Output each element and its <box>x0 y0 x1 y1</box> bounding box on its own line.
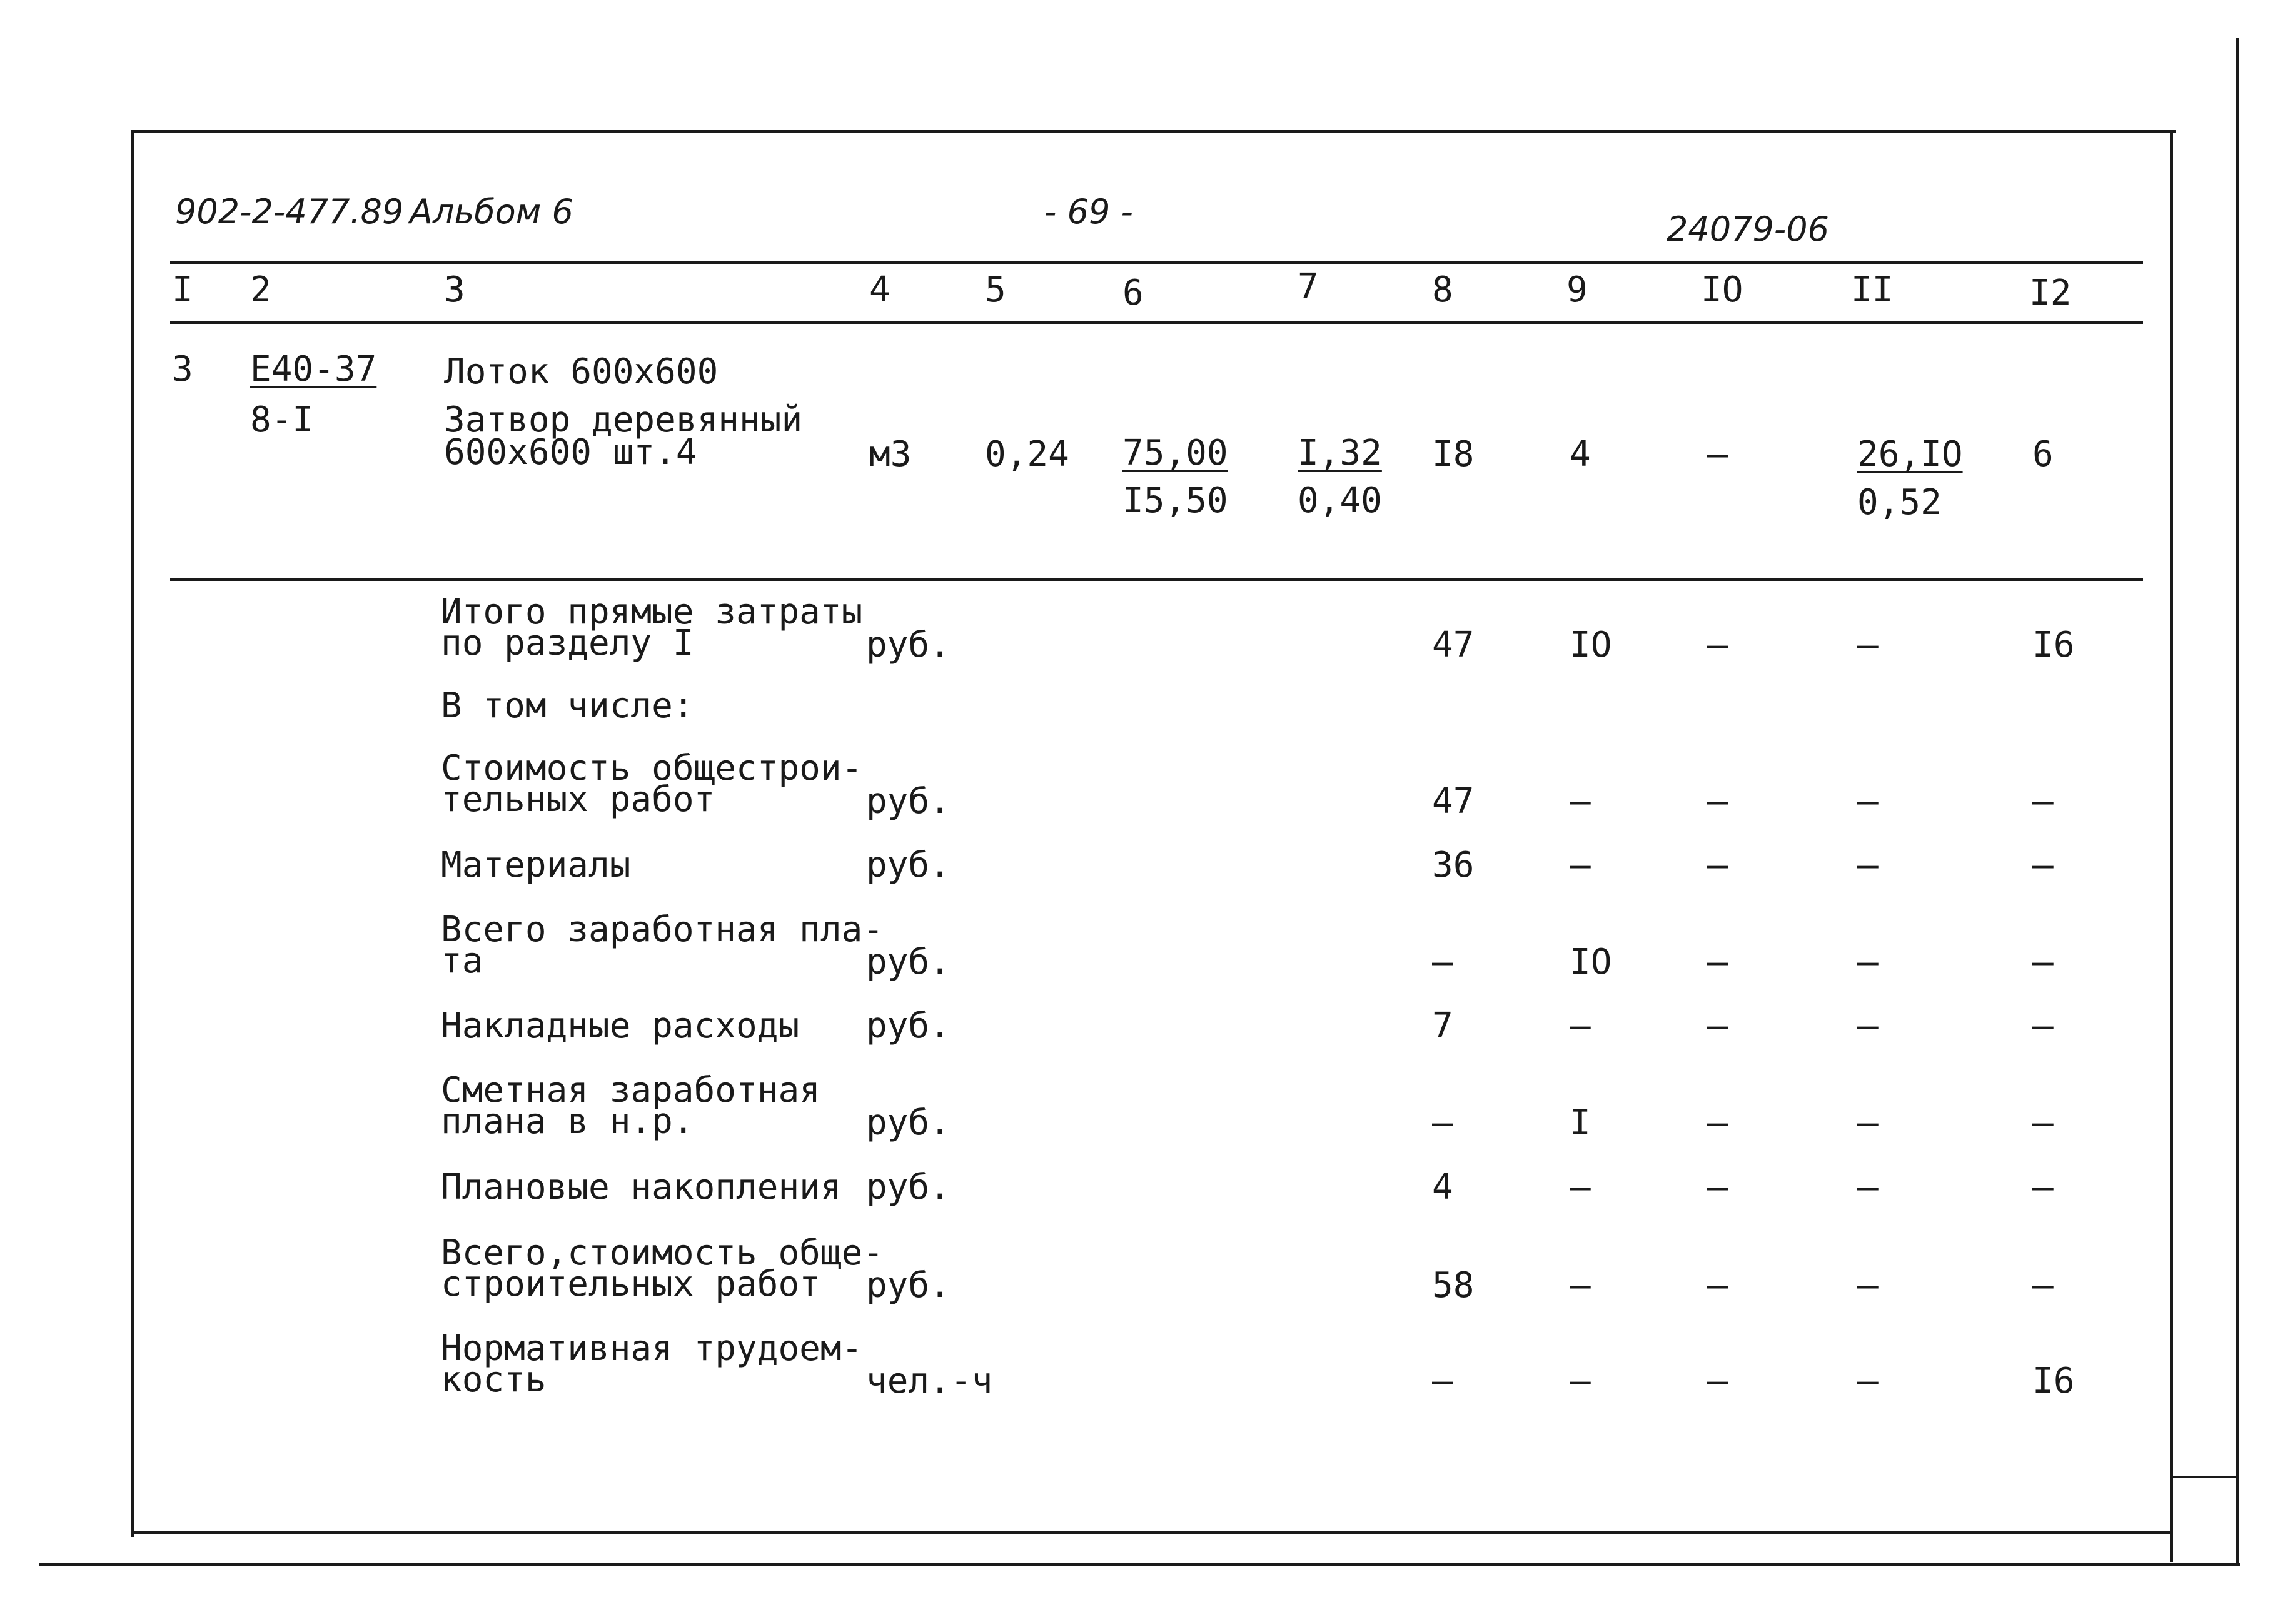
summary-unit: руб. <box>866 1006 951 1046</box>
column-header: 7 <box>1298 266 1319 307</box>
summary-col9: – <box>1570 1265 1591 1306</box>
sheet-code: 24079-06 <box>1667 209 1829 249</box>
summary-col9: I <box>1570 1102 1591 1143</box>
summary-col8: 47 <box>1432 625 1475 665</box>
summary-label: Материалы <box>441 845 631 885</box>
summary-label-line-1: Всего,стоимость обще- <box>441 1233 884 1273</box>
summary-label <box>441 1072 820 1140</box>
summary-col10: – <box>1707 1167 1728 1208</box>
column-header: I2 <box>2029 273 2072 313</box>
column-header-bottom-rule <box>170 321 2143 324</box>
summary-label-line-1: Нормативная трудоем- <box>441 1328 863 1369</box>
summary-col10: – <box>1707 1361 1728 1401</box>
summary-label: Накладные расходы <box>441 1006 800 1046</box>
summary-label <box>441 1235 884 1303</box>
summary-label-line-2: тельных работ <box>441 779 715 820</box>
summary-label-line-2: по разделу I <box>441 623 694 663</box>
summary-label-line-1: Итого прямые затраты <box>441 592 863 632</box>
summary-col9: – <box>1570 1006 1591 1046</box>
item-col7-bottom: 0,40 <box>1298 480 1382 521</box>
summary-col8: 47 <box>1432 781 1475 822</box>
summary-col10: – <box>1707 625 1728 665</box>
summary-col11: – <box>1857 845 1879 885</box>
summary-col12: – <box>2032 1006 2054 1046</box>
summary-label <box>441 1328 863 1400</box>
summary-unit: руб. <box>866 845 951 885</box>
item-col10: – <box>1707 434 1728 475</box>
column-header: 4 <box>869 270 890 310</box>
frame-right <box>2170 130 2173 1562</box>
column-header: 9 <box>1566 270 1588 310</box>
summary-col10: – <box>1707 781 1728 822</box>
summary-col10: – <box>1707 942 1728 982</box>
summary-col11: – <box>1857 781 1879 822</box>
summary-col12: – <box>2032 781 2054 822</box>
column-header: 2 <box>250 270 271 310</box>
summary-label: Плановые накопления <box>441 1167 842 1208</box>
summary-col8: – <box>1432 942 1453 982</box>
summary-col12: – <box>2032 942 2054 982</box>
summary-col9: – <box>1570 781 1591 822</box>
summary-col12: – <box>2032 845 2054 885</box>
summary-col10: – <box>1707 1006 1728 1046</box>
summary-col11: – <box>1857 1361 1879 1401</box>
column-header: 6 <box>1122 273 1144 313</box>
album-label: Альбом 6 <box>410 192 573 231</box>
column-header: II <box>1851 270 1894 310</box>
item-col11-top: 26,IO <box>1857 434 1963 475</box>
summary-col9: – <box>1570 1167 1591 1208</box>
summary-label-line-1: Стоимость общестрои- <box>441 748 863 789</box>
summary-col8: 4 <box>1432 1167 1453 1208</box>
summary-label <box>441 594 862 662</box>
summary-col12: I6 <box>2032 625 2075 665</box>
summary-col8: 58 <box>1432 1265 1475 1306</box>
column-header: 5 <box>985 270 1006 310</box>
item-col12: 6 <box>2032 434 2054 475</box>
summary-col11: – <box>1857 942 1879 982</box>
frame-top <box>131 130 2176 133</box>
item-col11-bottom: 0,52 <box>1857 482 1942 523</box>
item-col6-top: 75,00 <box>1122 433 1228 473</box>
summary-col10: – <box>1707 1265 1728 1306</box>
summary-unit: руб. <box>866 942 951 982</box>
summary-label <box>441 750 862 818</box>
column-header: 8 <box>1432 270 1453 310</box>
summary-col12: – <box>2032 1167 2054 1208</box>
summary-unit: руб. <box>866 1167 951 1208</box>
frame-left <box>131 130 134 1537</box>
item-name-line-3: 600х600 шт.4 <box>444 432 697 473</box>
item-name-line-1: Лоток 600х600 <box>444 351 719 392</box>
item-col9: 4 <box>1570 434 1591 475</box>
summary-col8: 7 <box>1432 1006 1453 1046</box>
summary-unit: чел.-ч <box>866 1361 993 1401</box>
summary-col9: IO <box>1570 625 1612 665</box>
frame-bottom <box>134 1531 2173 1534</box>
doc-code: 902-2-477.89 <box>175 192 404 231</box>
item-number: 3 <box>172 349 193 390</box>
summary-col11: – <box>1857 1167 1879 1208</box>
summary-col11: – <box>1857 625 1879 665</box>
item-col6-bottom: I5,50 <box>1122 480 1228 521</box>
item-code-bottom: 8-I <box>250 400 314 440</box>
summary-col8: 36 <box>1432 845 1475 885</box>
item-col8: I8 <box>1432 434 1475 475</box>
summary-unit: руб. <box>866 625 951 665</box>
summary-col11: – <box>1857 1102 1879 1143</box>
summary-col9: – <box>1570 1361 1591 1401</box>
summary-label-line-2: плана в н.р. <box>441 1101 694 1142</box>
item-quantity: 0,24 <box>985 434 1069 475</box>
summary-unit: руб. <box>866 781 951 822</box>
item-code-top: Е40-37 <box>250 349 377 390</box>
summary-col8: – <box>1432 1102 1453 1143</box>
summary-label-line-1: Сметная заработная <box>441 1070 820 1111</box>
summary-label-line-1: Всего заработная пла- <box>441 909 884 950</box>
summary-label-line-2: кость <box>441 1359 547 1400</box>
summary-col9: – <box>1570 845 1591 885</box>
summary-col10: – <box>1707 845 1728 885</box>
summary-col12: – <box>2032 1102 2054 1143</box>
summary-unit: руб. <box>866 1265 951 1306</box>
summary-col8: – <box>1432 1361 1453 1401</box>
page-number: - 69 - <box>1044 192 1134 231</box>
summary-col10: – <box>1707 1102 1728 1143</box>
item-col7-top: I,32 <box>1298 433 1382 473</box>
section-separator <box>170 578 2143 581</box>
summary-label <box>441 909 884 981</box>
summary-col12: – <box>2032 1265 2054 1306</box>
summary-col9: IO <box>1570 942 1612 982</box>
item-unit: м3 <box>869 434 912 475</box>
column-header: I <box>172 270 193 310</box>
summary-unit: руб. <box>866 1102 951 1143</box>
corner-box-top <box>2170 1476 2239 1478</box>
summary-label-line-2: та <box>441 941 483 981</box>
summary-col11: – <box>1857 1006 1879 1046</box>
summary-label: В том числе: <box>441 685 694 726</box>
summary-col11: – <box>1857 1265 1879 1306</box>
column-header-top-rule <box>170 261 2143 264</box>
outer-right-line <box>2236 38 2239 1563</box>
outer-bottom-line <box>39 1563 2240 1566</box>
summary-label-line-2: строительных работ <box>441 1264 820 1304</box>
column-header: 3 <box>444 270 465 310</box>
summary-col12: I6 <box>2032 1361 2075 1401</box>
item-name-line-2: Затвор деревянный <box>444 400 803 440</box>
column-header: IO <box>1701 270 1743 310</box>
